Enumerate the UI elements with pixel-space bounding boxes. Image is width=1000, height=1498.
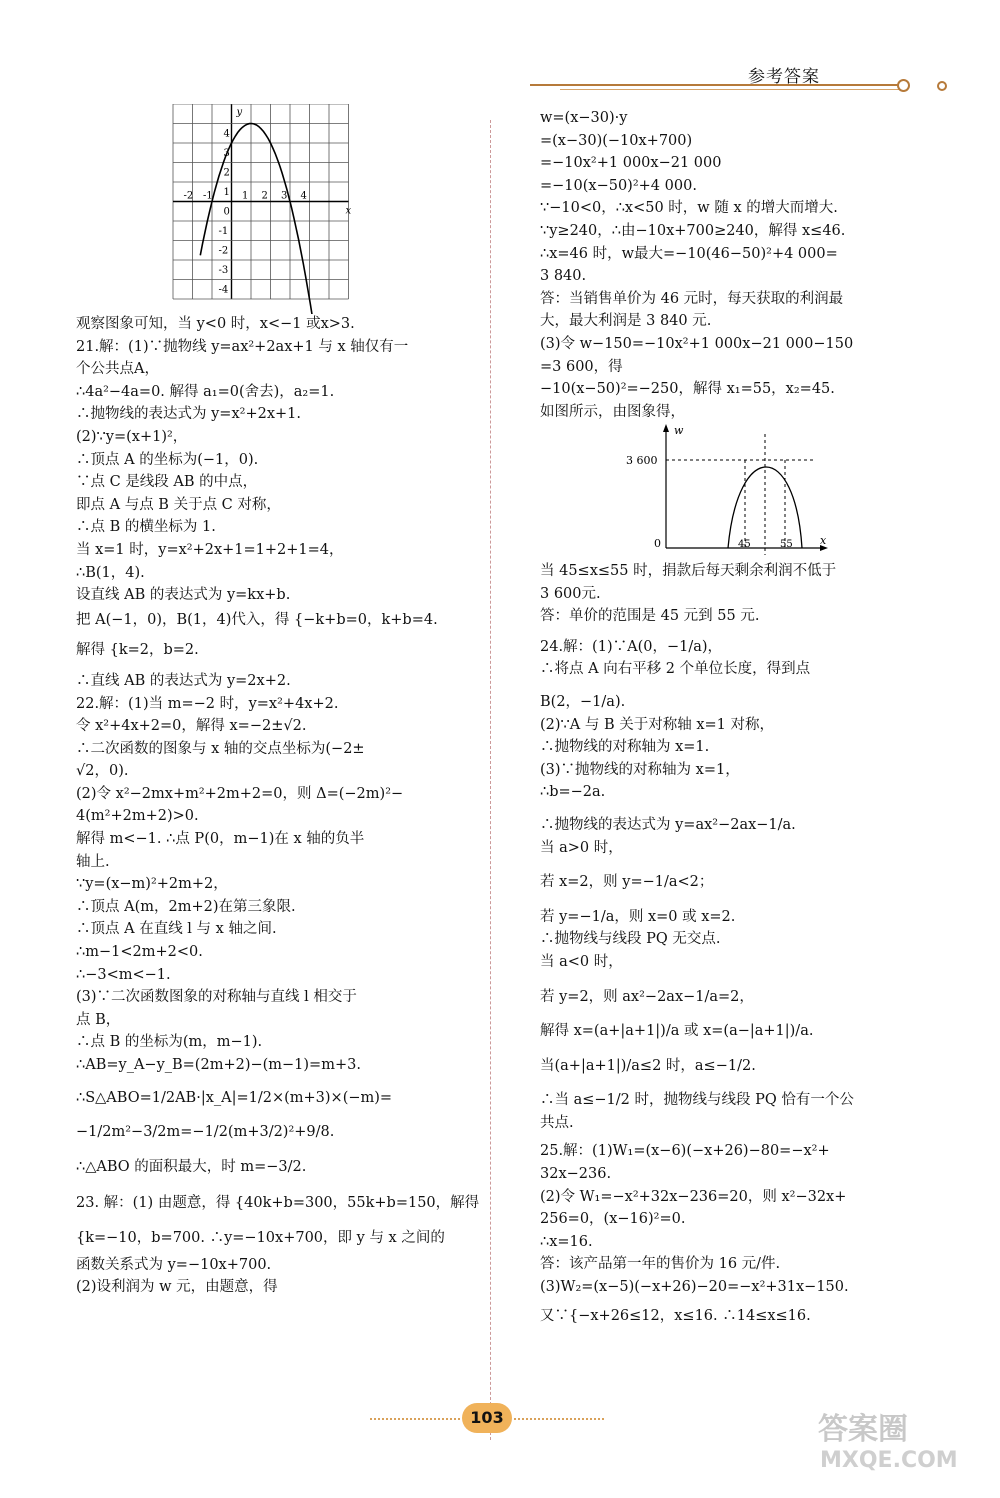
text-line: (3)W₂=(x−5)(−x+26)−20=−x²+31x−150. bbox=[540, 1279, 849, 1296]
text-line: 21.解：(1)∵抛物线 y=ax²+2ax+1 与 x 轴仅有一 bbox=[76, 338, 409, 355]
text-line: =−10x²+1 000x−21 000 bbox=[540, 155, 722, 172]
text-line: ∴点 B 的坐标为(m，m−1). bbox=[76, 1034, 263, 1051]
text-line: ∴抛物线的表达式为 y=ax²−2ax−1/a. bbox=[540, 816, 796, 833]
text-line: 解得 x=(a+|a+1|)/a 或 x=(a−|a+1|)/a. bbox=[540, 1023, 814, 1040]
footer-rule-left bbox=[370, 1418, 460, 1420]
text-line: 当(a+|a+1|)/a≤2 时，a≤−1/2. bbox=[540, 1057, 756, 1074]
graph1-x-tick: 2 bbox=[261, 190, 268, 202]
text-line: 把 A(−1，0)，B(1，4)代入，得 {−k+b=0，k+b=4. bbox=[76, 611, 438, 628]
text-line: 点 B， bbox=[76, 1011, 121, 1028]
graph2-x-mark-45: 45 bbox=[738, 539, 751, 550]
text-line: ∴顶点 A 在直线 l 与 x 轴之间. bbox=[76, 921, 277, 938]
text-line: 答：当销售单价为 46 元时，每天获取的利润最 bbox=[540, 290, 844, 307]
text-line: ∴x=16. bbox=[540, 1233, 593, 1250]
text-line: 个公共点A， bbox=[76, 361, 159, 378]
text-line: 观察图象可知，当 y<0 时，x<−1 或x>3. bbox=[76, 316, 355, 332]
graph1-x-tick: -2 bbox=[183, 190, 194, 202]
text-line: (3)令 w−150=−10x²+1 000x−21 000−150 bbox=[540, 335, 854, 352]
graph2-x-label: x bbox=[820, 534, 827, 547]
graph2-y-mark: 3 600 bbox=[626, 454, 658, 467]
watermark-logo: 答案圈 bbox=[818, 1412, 908, 1447]
text-line: (3)∵抛物线的对称轴为 x=1， bbox=[540, 761, 740, 778]
parabola-graph-1 bbox=[170, 104, 370, 314]
text-line: ∵y=(x−m)²+2m+2， bbox=[76, 876, 228, 893]
text-line: ∴S△ABO=1/2AB·|x_A|=1/2×(m+3)×(−m)= bbox=[76, 1089, 393, 1106]
text-line: ∴B(1，4). bbox=[76, 564, 145, 581]
text-line: 设直线 AB 的表达式为 y=kx+b. bbox=[76, 587, 291, 604]
text-line: 令 x²+4x+2=0，解得 x=−2±√2. bbox=[76, 718, 307, 735]
text-line: −1/2m²−3/2m=−1/2(m+3/2)²+9/8. bbox=[76, 1124, 335, 1141]
text-line: 当 45≤x≤55 时，捐款后每天剩余利润不低于 bbox=[540, 563, 837, 579]
graph1-y-tick: 3 bbox=[223, 148, 230, 159]
text-line: ∴直线 AB 的表达式为 y=2x+2. bbox=[76, 672, 291, 689]
graph1-y-tick: -3 bbox=[218, 265, 229, 276]
text-line: =3 600，得 bbox=[540, 358, 623, 375]
graph2-origin: 0 bbox=[654, 537, 661, 550]
text-line: ∴4a²−4a=0. 解得 a₁=0(舍去)，a₂=1. bbox=[76, 383, 335, 400]
graph1-x-tick: -1 bbox=[203, 190, 213, 202]
graph1-grid bbox=[173, 104, 349, 299]
graph1-y-tick: 1 bbox=[223, 187, 230, 198]
text-line: ∵点 C 是线段 AB 的中点， bbox=[76, 474, 258, 491]
text-line: 22.解：(1)当 m=−2 时，y=x²+4x+2. bbox=[76, 695, 339, 712]
graph1-x-tick: 1 bbox=[242, 190, 249, 202]
header-rule-thin bbox=[560, 89, 900, 90]
header-title: 参考答案 bbox=[748, 67, 820, 87]
text-line: (2)∵y=(x+1)²， bbox=[76, 428, 188, 445]
text-line: B(2，−1/a). bbox=[540, 693, 626, 710]
footer-rule-right bbox=[514, 1418, 604, 1420]
text-line: √2，0). bbox=[76, 763, 129, 780]
text-line: =−10(x−50)²+4 000. bbox=[540, 177, 697, 194]
text-line: (2)设利润为 w 元，由题意，得 bbox=[76, 1279, 278, 1296]
text-line: ∴△ABO 的面积最大，时 m=−3/2. bbox=[76, 1158, 307, 1175]
text-line: 3 600元. bbox=[540, 585, 601, 602]
text-line: ∴b=−2a. bbox=[540, 784, 606, 801]
text-line: ∴将点 A 向右平移 2 个单位长度，得到点 bbox=[540, 661, 811, 678]
graph1-y-tick: 2 bbox=[223, 167, 230, 179]
text-line: ∴抛物线的表达式为 y=x²+2x+1. bbox=[76, 406, 301, 423]
text-line: 32x−236. bbox=[540, 1166, 612, 1183]
text-line: ∴抛物线的对称轴为 x=1. bbox=[540, 739, 710, 756]
text-line: 共点. bbox=[540, 1114, 574, 1131]
text-line: ∴AB=y_A−y_B=(2m+2)−(m−1)=m+3. bbox=[76, 1057, 361, 1073]
text-line: 24.解：(1)∵A(0，−1/a)， bbox=[540, 638, 723, 655]
graph2-y-arrow-icon bbox=[663, 424, 669, 432]
text-line: (2)∵A 与 B 关于对称轴 x=1 对称， bbox=[540, 716, 774, 733]
graph1-origin: 0 bbox=[223, 206, 230, 218]
text-line: ∴m−1<2m+2<0. bbox=[76, 944, 203, 961]
column-divider bbox=[490, 120, 491, 1440]
graph1-x-tick: 3 bbox=[281, 190, 288, 202]
text-line: 如图所示，由图象得， bbox=[540, 403, 685, 420]
text-line: ∴抛物线与线段 PQ 无交点. bbox=[540, 931, 721, 948]
text-line: (2)令 x²−2mx+m²+2m+2=0，则 Δ=(−2m)²− bbox=[76, 785, 404, 802]
text-line: −10(x−50)²=−250，解得 x₁=55，x₂=45. bbox=[540, 381, 835, 398]
graph2-x-mark-55: 55 bbox=[780, 539, 793, 550]
text-line: 轴上. bbox=[76, 853, 110, 870]
text-line: 若 x=2，则 y=−1/a<2； bbox=[540, 874, 714, 891]
graph1-y-tick: 4 bbox=[223, 128, 230, 140]
text-line: ∵−10<0，∴x<50 时，w 随 x 的增大而增大. bbox=[540, 200, 838, 217]
text-line: 当 a>0 时， bbox=[540, 839, 623, 856]
text-line: 25.解：(1)W₁=(x−6)(−x+26)−80=−x²+ bbox=[540, 1143, 830, 1160]
watermark-url: MXQE.COM bbox=[820, 1448, 958, 1473]
header-ornament-icon bbox=[897, 79, 910, 92]
graph1-y-tick: -1 bbox=[218, 226, 229, 237]
text-line: (3)∵二次函数图象的对称轴与直线 l 相交于 bbox=[76, 989, 357, 1006]
text-line: ∴点 B 的横坐标为 1. bbox=[76, 519, 216, 536]
text-line: 23. 解：(1) 由题意，得 {40k+b=300，55k+b=150，解得 bbox=[76, 1195, 480, 1212]
text-line: 又∵{−x+26≤12，x≤16. ∴14≤x≤16. bbox=[540, 1307, 811, 1324]
text-line: 4(m²+2m+2)>0. bbox=[76, 808, 199, 825]
right-column-bottom bbox=[540, 560, 940, 1327]
text-line: ∴二次函数的图象与 x 轴的交点坐标为(−2± bbox=[76, 740, 365, 757]
text-line: 当 x=1 时，y=x²+2x+1=1+2+1=4， bbox=[76, 541, 344, 558]
text-line: 答：该产品第一年的售价为 16 元/件. bbox=[540, 1256, 781, 1273]
text-line: 解得 m<−1. ∴点 P(0，m−1)在 x 轴的负半 bbox=[76, 831, 365, 848]
text-line: 3 840. bbox=[540, 268, 587, 285]
graph1-x-tick: 4 bbox=[300, 190, 307, 202]
profit-graph bbox=[620, 420, 840, 560]
text-line: ∴−3<m<−1. bbox=[76, 966, 171, 983]
graph1-y-tick: -2 bbox=[218, 245, 229, 257]
left-column bbox=[76, 313, 486, 1299]
text-line: {k=−10，b=700. ∴y=−10x+700，即 y 与 x 之间的 bbox=[76, 1229, 445, 1246]
text-line: ∴顶点 A 的坐标为(−1，0). bbox=[76, 451, 259, 468]
text-line: ∴当 a≤−1/2 时，抛物线与线段 PQ 恰有一个公 bbox=[540, 1092, 854, 1109]
text-line: 当 a<0 时， bbox=[540, 953, 623, 970]
text-line: 答：单价的范围是 45 元到 55 元. bbox=[540, 608, 760, 625]
text-line: ∴x=46 时，w最大=−10(46−50)²+4 000= bbox=[540, 245, 838, 262]
text-line: 256=0，(x−16)²=0. bbox=[540, 1211, 686, 1228]
text-line: (2)令 W₁=−x²+32x−236=20，则 x²−32x+ bbox=[540, 1188, 847, 1205]
text-line: 函数关系式为 y=−10x+700. bbox=[76, 1256, 272, 1273]
text-line: ∴顶点 A(m，2m+2)在第三象限. bbox=[76, 898, 296, 915]
text-line: ∵y≥240，∴由−10x+700≥240，解得 x≤46. bbox=[540, 222, 846, 239]
text-line: 若 y=2，则 ax²−2ax−1/a=2， bbox=[540, 988, 754, 1005]
graph1-x-label: x bbox=[345, 205, 352, 217]
text-line: w=(x−30)·y bbox=[540, 110, 628, 126]
text-line: 若 y=−1/a，则 x=0 或 x=2. bbox=[540, 908, 736, 925]
text-line: =(x−30)(−10x+700) bbox=[540, 132, 693, 149]
header-rule bbox=[530, 84, 900, 86]
graph2-y-label: w bbox=[674, 424, 684, 437]
text-line: 大，最大利润是 3 840 元. bbox=[540, 313, 712, 330]
graph1-y-tick: -4 bbox=[218, 284, 229, 296]
page-number: 103 bbox=[462, 1403, 512, 1433]
header-ornament-small-icon bbox=[937, 81, 947, 91]
right-column-top bbox=[540, 107, 940, 423]
graph1-y-label: y bbox=[236, 107, 243, 118]
text-line: 解得 {k=2，b=2. bbox=[76, 642, 199, 659]
text-line: 即点 A 与点 B 关于点 C 对称， bbox=[76, 496, 281, 513]
